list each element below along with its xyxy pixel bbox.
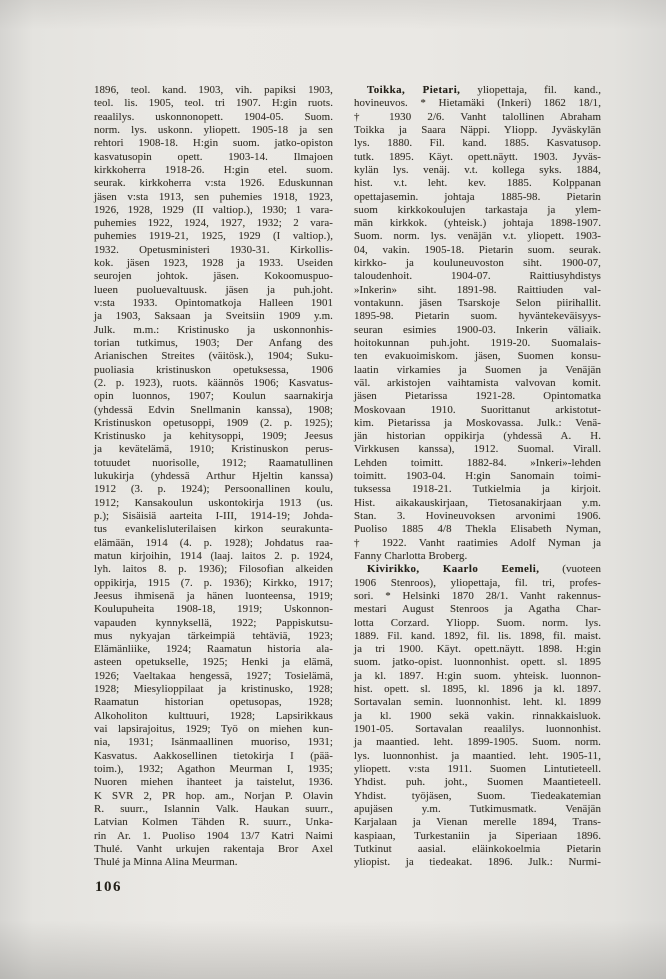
text-line: lueen puoluevaltuusk. jäsen ja puh.joht. bbox=[94, 283, 333, 296]
text-line: Lehden toimitt. 1882-84. »Inkeri»-lehden bbox=[354, 456, 601, 469]
text-line: reaalilys. uskonnonopett. 1904-05. Suom. bbox=[94, 110, 333, 123]
text-line: ja kevätelämä, 1910; Kristinuskon perus- bbox=[94, 443, 333, 456]
text-line: Fanny Charlotta Broberg. bbox=[354, 549, 468, 562]
entry-heading-line: Kivirikko, Kaarlo Eemeli, (vuoteen bbox=[367, 563, 602, 576]
text-line: Thulé ja Minna Alina Meurman. bbox=[94, 856, 238, 869]
text-line: kaspiaan, Turkestaniin ja Siperiaan 1896. bbox=[354, 829, 601, 842]
text-line: hist. opett. sl. 1895, kl. 1896 ja kl. 1897. bbox=[354, 683, 601, 696]
text-line: 1912; Kansakoulun uskontokirja 1913 (us. bbox=[94, 496, 333, 509]
text-line: puhemies 1919-21, 1925, 1929 (I valtiop.), bbox=[94, 230, 333, 243]
text-line: Sortavalan semin. luonnonhist. leht. kl. 1899 bbox=[354, 696, 601, 709]
text-line: vai lapsirajoitus, 1929; Työ on miehen kun- bbox=[94, 723, 333, 735]
text-line: taloudenhoit. 1904-07. Raittiusyhdistys bbox=[354, 270, 601, 283]
text-line: suom kirkkokoulujen tarkastaja ja ylem- bbox=[354, 203, 601, 216]
text-line: elämään, 1914 (4. p. 1928); Johdatus raa- bbox=[94, 536, 333, 549]
text-line: (2. p. 1923), ruots. käännös 1906; Kasvatus- bbox=[94, 376, 333, 389]
text-line: hovineuvos. * Hietamäki (Inkeri) 1862 18/1, bbox=[354, 97, 601, 110]
text-line: † 1922. Vanht raatimies Adolf Nyman ja bbox=[354, 536, 601, 549]
text-line: seuran esimies 1900-03. Inkerin väliaik. bbox=[354, 323, 601, 336]
text-line: lukukirja (yhdessä Arthur Hjeltin kanssa) bbox=[94, 470, 333, 483]
text-line: p.); Sisäisiä aarteita I-III, 1914-19; Johda- bbox=[94, 510, 333, 522]
text-line: Virkkusen kanssa), 1912. Suomal. Virall. bbox=[354, 443, 601, 456]
text-line: rin Ar. 1. Puoliso 1904 13/7 Katri Naimi bbox=[94, 829, 333, 842]
text-line: opettajasemin. johtaja 1885-98. Pietarin bbox=[354, 190, 601, 203]
text-line: Latvian Kolmen Tähden R. suurr., Unka- bbox=[94, 816, 333, 829]
text-line: 1928; Miesylioppilaat ja kristinusko, 1928; bbox=[94, 683, 333, 696]
text-line: sori. * Helsinki 1870 28/1. Vanht rakennus- bbox=[354, 589, 601, 602]
text-line: hist. v.t. leht. kev. 1885. Kolppanan bbox=[354, 177, 601, 190]
text-line: laatin virkamies ja Suomen ja Venäjän bbox=[354, 363, 601, 376]
text-line: Stan. 3. Hovineuvoksen arvonimi 1906. bbox=[354, 510, 601, 522]
text-line: Julk. m.m.: Kristinusko ja uskonnonhis- bbox=[94, 323, 333, 336]
text-line: Raamatun historian opetusopas, 1928; bbox=[94, 696, 333, 709]
text-line: Thulé. Vanht urkujen rakentaja Bror Axel bbox=[94, 842, 333, 855]
text-line: puhemies 1922, 1924, 1927, 1932; 2 vara- bbox=[94, 217, 333, 230]
text-line: Alkoholiton kulttuuri, 1928; Lapsirikkaus bbox=[94, 709, 333, 722]
text-line: Moskovaan 1910. Suorittanut arkistotut- bbox=[354, 403, 601, 416]
text-line: K SVR 2, PR hop. am., Norjan P. Olavin bbox=[94, 789, 333, 802]
text-line: yliopist. ja tiedeakat. 1896. Julk.: Nurmi- bbox=[354, 856, 601, 869]
text-line: Nuoren miehen ihanteet ja taistelut, 1936. bbox=[94, 776, 333, 789]
text-line: tutk. 1895. Käyt. opett.näytt. 1903. Jyväs- bbox=[354, 150, 601, 163]
text-line: kim. Pietarissa ja Moskovassa. Julk.: Venä- bbox=[354, 416, 601, 429]
left-text-column bbox=[94, 84, 333, 869]
text-line: † 1930 2/6. Vanht talollinen Abraham bbox=[354, 110, 601, 123]
text-line: lys. 1880. Fil. kand. 1885. Kasvatusop. bbox=[354, 137, 601, 150]
text-line: opin luonnos, 1907; Koulun saarnakirja bbox=[94, 390, 333, 403]
text-line: 1926, 1928, 1929 (II valtiop.), 1930; 1 vara- bbox=[94, 203, 333, 216]
text-line: seurojen johtok. jäsen. Kokoomuspuo- bbox=[94, 270, 333, 283]
text-line: Yhdist. työjäsen, Suom. Tiedeakatemian bbox=[354, 789, 601, 802]
text-line: Hist. aikakauskirjaan, Tietosanakirjaan y.m. bbox=[354, 496, 601, 509]
text-line: tuksessa 1918-21. Tutkielmia ja kirjoit. bbox=[354, 483, 601, 496]
text-line: Kristinuskon opetusoppi, 1909 (2. p. 1925); bbox=[94, 416, 333, 429]
text-line: kasvatusopin opett. 1903-14. Ilmajoen bbox=[94, 150, 333, 163]
text-line: ja tri 1900. Käyt. opett.näytt. 1898. H:gin bbox=[354, 643, 601, 656]
entry-name: Toikka, Pietari, bbox=[367, 84, 461, 96]
text-line: torian tutkimus, 1903; Der Anfang des bbox=[94, 336, 333, 349]
text-line: asteen opetukselle, 1925; Henki ja elämä, bbox=[94, 656, 333, 669]
text-line: nia, 1931; Isänmaallinen muoriso, 1931; bbox=[94, 736, 333, 749]
text-line: totuudet nuorisolle, 1912; Raamatullinen bbox=[94, 456, 333, 469]
text-line: ja kl. 1897. H:gin suom. yhteisk. luonnon- bbox=[354, 669, 601, 682]
text-line: ten evakuoimiskom. jäsen, Suomen konsu- bbox=[354, 350, 601, 363]
text-line: ja maantied. leht. 1899-1905. Suom. norm. bbox=[354, 736, 601, 749]
text-line: hoitokunnan puh.joht. 1919-20. Suomalais- bbox=[354, 336, 601, 349]
text-line: Jeesus ihmisenä ja hänen luonteensa, 1919; bbox=[94, 589, 333, 602]
text-line: mestari August Stenroos ja Agatha Char- bbox=[354, 603, 601, 616]
text-line: jäsen Pietarissa 1921-28. Opintomatka bbox=[354, 390, 601, 403]
text-line: ja kl. 1900 sekä vakin. rinnakkaisluok. bbox=[354, 709, 601, 722]
text-line: 1889. Fil. kand. 1892, fil. lis. 1898, fil. maist. bbox=[354, 629, 601, 642]
text-line: Suom. norm. lys. venäjän v.t. yliopett. 1903- bbox=[354, 230, 601, 243]
text-line: Yhdist. puh. joht., Suomen Maantieteell. bbox=[354, 776, 601, 789]
text-line: kirkko- ja kouluneuvoston siht. 1900-07, bbox=[354, 257, 601, 270]
text-line: Arianischen Streites (väitösk.), 1904; Suku- bbox=[94, 350, 333, 363]
text-line: lys. luonnonhist. ja maantied. leht. 1905-11, bbox=[354, 749, 601, 762]
text-line: 1896, teol. kand. 1903, vih. papiksi 1903, bbox=[94, 84, 333, 96]
text-line: matun kirjoihin, 1914 (laaj. laitos 2. p. 1924, bbox=[94, 549, 333, 562]
text-line: jäsen v:sta 1913, sen puhemies 1918, 1923, bbox=[94, 190, 333, 203]
text-line: Kasvatus. Aakkosellinen tietokirja I (pää- bbox=[94, 749, 333, 762]
text-line: 1901-05. Sortavalan reaalilys. luonnonhist. bbox=[354, 723, 601, 735]
text-line: vapauden kynnyksellä, 1922; Pappiskutsu- bbox=[94, 616, 333, 629]
text-line: Elämänliike, 1924; Raamatun historia ala- bbox=[94, 643, 333, 656]
entry-heading-line: Toikka, Pietari, yliopettaja, fil. kand., bbox=[367, 84, 601, 96]
text-line: rehtori 1908-18. H:gin suom. jatko-opiston bbox=[94, 137, 333, 150]
text-line: 1895-98. Pietarin suom. hyväntekeväisyys- bbox=[354, 310, 601, 323]
text-line: 1912 (3. p. 1924); Persoonallinen koulu, bbox=[94, 483, 333, 496]
text-line: Puoliso 1885 4/8 Thekla Elisabeth Nyman, bbox=[354, 523, 601, 536]
text-line: toimitt. 1903-04. H:gin Sanomain toimi- bbox=[354, 470, 601, 483]
text-line: Kristinusko ja kehitysoppi, 1909; Jeesus bbox=[94, 430, 333, 443]
text-line: lyh. laitos 8. p. 1936); Filosofian alkeiden bbox=[94, 563, 333, 576]
text-line: teol. lis. 1905, teol. tri 1907. H:gin ruots. bbox=[94, 97, 333, 110]
text-line: 04, vakin. 1905-18. Pietarin suom. seurak. bbox=[354, 243, 601, 256]
text-line: män kirkkok. (yhteisk.) johtaja 1898-1907. bbox=[354, 217, 601, 230]
text-line: jän historian oppikirja (yhdessä A. H. bbox=[354, 430, 601, 443]
text-line: »Inkerin» siht. 1891-98. Raittiuden val- bbox=[354, 283, 601, 296]
text-line: lotta Corzard. Yliopp. Suom. norm. lys. bbox=[354, 616, 601, 629]
text-line: 1906 Stenroos), yliopettaja, fil. tri, profes- bbox=[354, 576, 601, 589]
text-line: Karjalaan ja Vienan merelle 1894, Trans- bbox=[354, 816, 601, 829]
text-line: suom. jatko-opist. luonnonhist. opett. sl. 1895 bbox=[354, 656, 601, 669]
text-line: puoliasia kristinuskon opetuksessa, 1906 bbox=[94, 363, 333, 376]
text-line: Tutkinut aasial. eläinkokoelmia Pietarin bbox=[354, 842, 601, 855]
text-line: toim.), 1932; Agathon Meurman I, 1935; bbox=[94, 762, 333, 775]
text-line: tus evankelisluterilaisen kirkon seurakunta- bbox=[94, 523, 333, 536]
text-line: norm. lys. uskonn. yliopett. 1905-18 ja sen bbox=[94, 123, 333, 136]
text-line: seurak. kirkkoherra v:sta 1926. Eduskunnan bbox=[94, 177, 333, 190]
text-line: mus nykyajan tärkeimpiä tehtäviä, 1923; bbox=[94, 629, 333, 642]
text-line: ja 1903, Saksaan ja Sveitsiin 1909 y.m. bbox=[94, 310, 333, 323]
text-line: v:sta 1933. Opintomatkoja Halleen 1901 bbox=[94, 297, 333, 309]
text-line: kylän lys. venäj. v.t. kollega syks. 1884, bbox=[354, 163, 601, 176]
text-line: väl. arkistojen vaihtamista valvovan komit. bbox=[354, 376, 601, 389]
text-line: vontakunn. jäsen Tsarskoje Selon piirihallit. bbox=[354, 297, 601, 309]
text-line: kok. jäsen 1923, 1928 ja 1933. Useiden bbox=[94, 257, 333, 270]
text-line: oppikirja, 1915 (7. p. 1936); Kirkko, 1917; bbox=[94, 576, 333, 589]
text-line: Koulupuheita 1908-18, 1919; Uskonnon- bbox=[94, 603, 333, 616]
right-text-column bbox=[354, 84, 601, 869]
text-line: apujäsen y.m. Tutkimusmatk. Venäjän bbox=[354, 802, 601, 815]
entry-name: Kivirikko, Kaarlo Eemeli, bbox=[367, 563, 540, 576]
text-line: kirkkoherra 1918-26. H:gin etel. suom. bbox=[94, 163, 333, 176]
text-line: R. suurr., Islannin Valk. Haukan suurr., bbox=[94, 802, 333, 815]
text-line: (yhdessä Edvin Snellmanin kanssa), 1908; bbox=[94, 403, 333, 416]
text-line: yliopett. v:sta 1911. Suomen Lintutieteell. bbox=[354, 762, 601, 775]
text-line: 1926; Vaeltakaa hengessä, 1927; Tosielämä, bbox=[94, 669, 333, 682]
text-line: 1932. Opetusministeri 1930-31. Kirkollis- bbox=[94, 243, 333, 256]
text-line: Toikka ja Saara Näppi. Yliopp. Jyväskylän bbox=[354, 123, 601, 136]
page-number: 106 bbox=[95, 879, 122, 895]
